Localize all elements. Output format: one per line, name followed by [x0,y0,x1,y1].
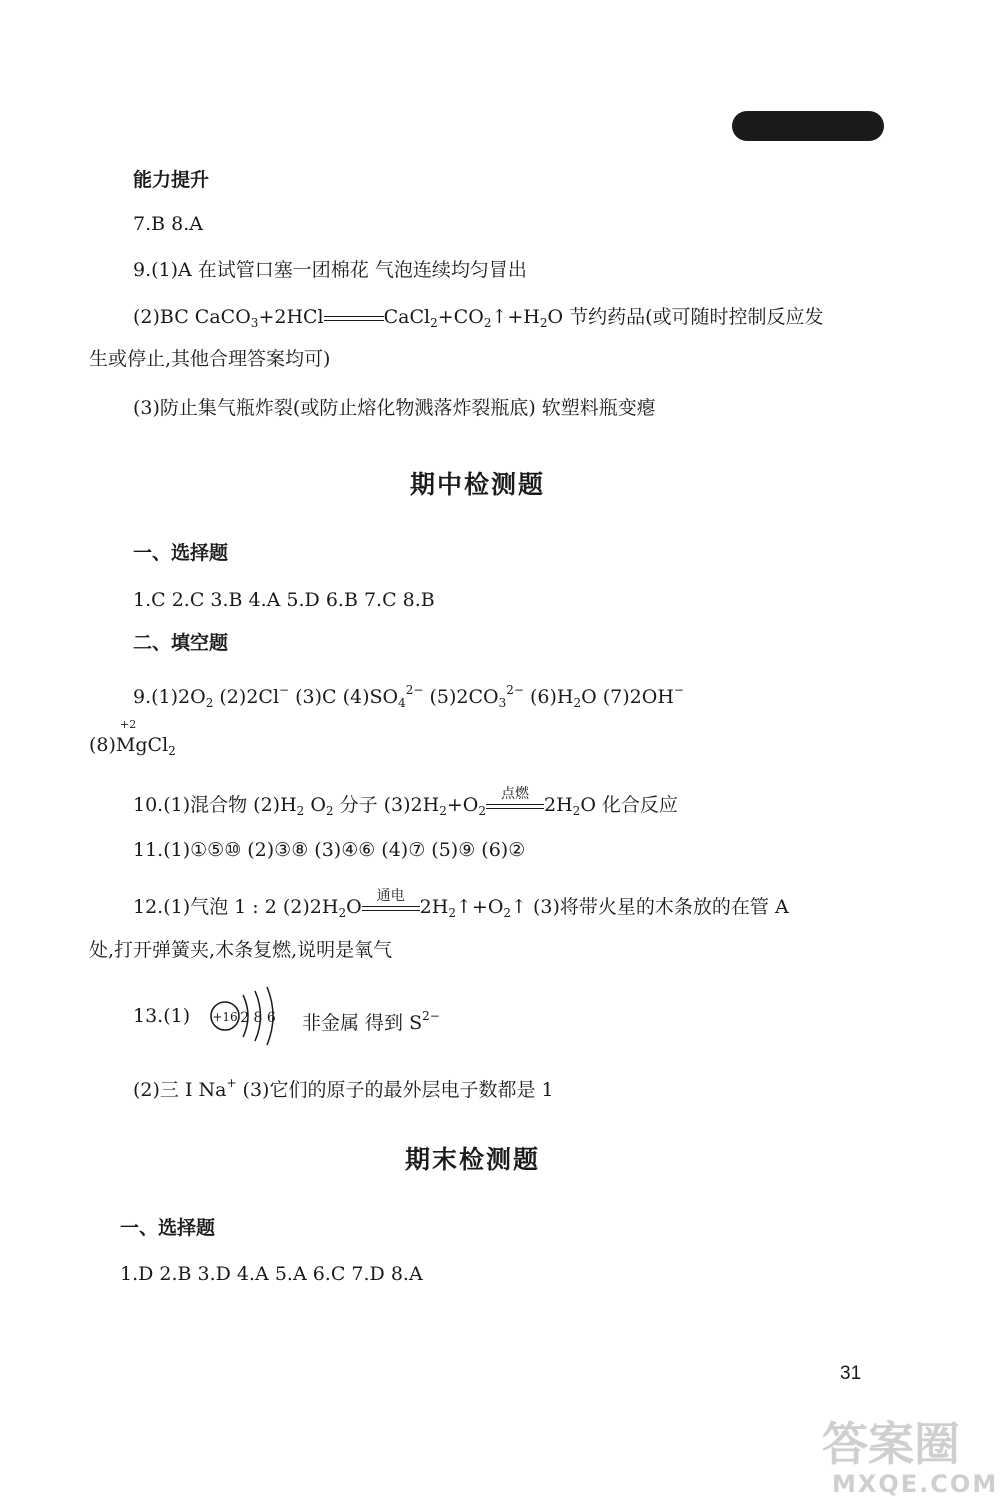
page-number: 31 [840,1363,862,1384]
midterm-choice-answers: 1.C 2.C 3.B 4.A 5.D 6.B 7.C 8.B [133,589,435,611]
ability-line-5: (3)防止集气瓶炸裂(或防止熔化物溅落炸裂瓶底) 软塑料瓶变瘪 [133,397,656,419]
midterm-section-choice: 一、选择题 [133,542,229,564]
electron-shells: 2 8 6 [240,1010,276,1026]
midterm-q9-mg: (8)MgCl$_2$ [89,734,176,758]
midterm-q13-rest: 非金属 得到 $S^{2-}$ [302,1009,440,1034]
ability-line-3: (2)BC CaCO$_3$+2HCl $CaCl_2+CO_2↑+H_2O$ 节约药品(或可随时控制反应发 [133,306,824,330]
final-choice-answers: 1.D 2.B 3.D 4.A 5.A 6.C 7.D 8.A [120,1263,423,1285]
midterm-q12: 12.(1)气泡 1 : 2 $(2)2H_2O$ 通电 $2H_2↑+O_2↑$ (3)将带火星的木条放的在管 A [133,888,789,920]
ability-title: 能力提升 [133,169,210,191]
nucleus-charge: +16 [212,1010,238,1024]
final-title: 期末检测题 [405,1145,541,1174]
equation-sign-ignite: 点燃 [486,794,544,818]
ability-line-1: 7.B 8.A [133,213,203,235]
mg-valence: +2 [120,718,137,731]
midterm-q9: $9.(1)2O_2$ (2)2Cl− (3)C $(4)SO_4^{2-}$ $(5)2CO_3^{2-}$ $(6)H_2O$ (7)2OH− [133,683,684,710]
midterm-q10: 10.(1)混合物 $(2)H_2$ $O_2$ 分子 $(3)2H_2+O_2$ 点燃 $2H_2O$ 化合反应 [133,786,678,818]
ability-line-4: 生或停止,其他合理答案均可) [89,348,331,370]
midterm-title: 期中检测题 [410,470,546,499]
midterm-q13-label: 13.(1) [133,1005,191,1027]
midterm-q12-line2: 处,打开弹簧夹,木条复燃,说明是氧气 [89,939,393,961]
watermark-logo: 答案圈 [822,1417,960,1471]
midterm-section-fill: 二、填空题 [133,632,229,654]
equation-sign [324,306,384,330]
midterm-q13-line2: (2)三 Ⅰ Na+ (3)它们的原子的最外层电子数都是 1 [133,1076,554,1101]
equation-sign-electrolysis: 通电 [362,896,420,920]
section-tab [732,111,884,141]
final-section-choice: 一、选择题 [120,1217,216,1239]
sulfur-atom-diagram [203,985,285,1047]
midterm-q11: 11.(1)①⑤⑩ (2)③⑧ (3)④⑥ (4)⑦ (5)⑨ (6)② [133,839,526,861]
watermark-url: MXQE.COM [832,1470,999,1498]
ability-line-2: 9.(1)A 在试管口塞一团棉花 气泡连续均匀冒出 [133,259,527,281]
